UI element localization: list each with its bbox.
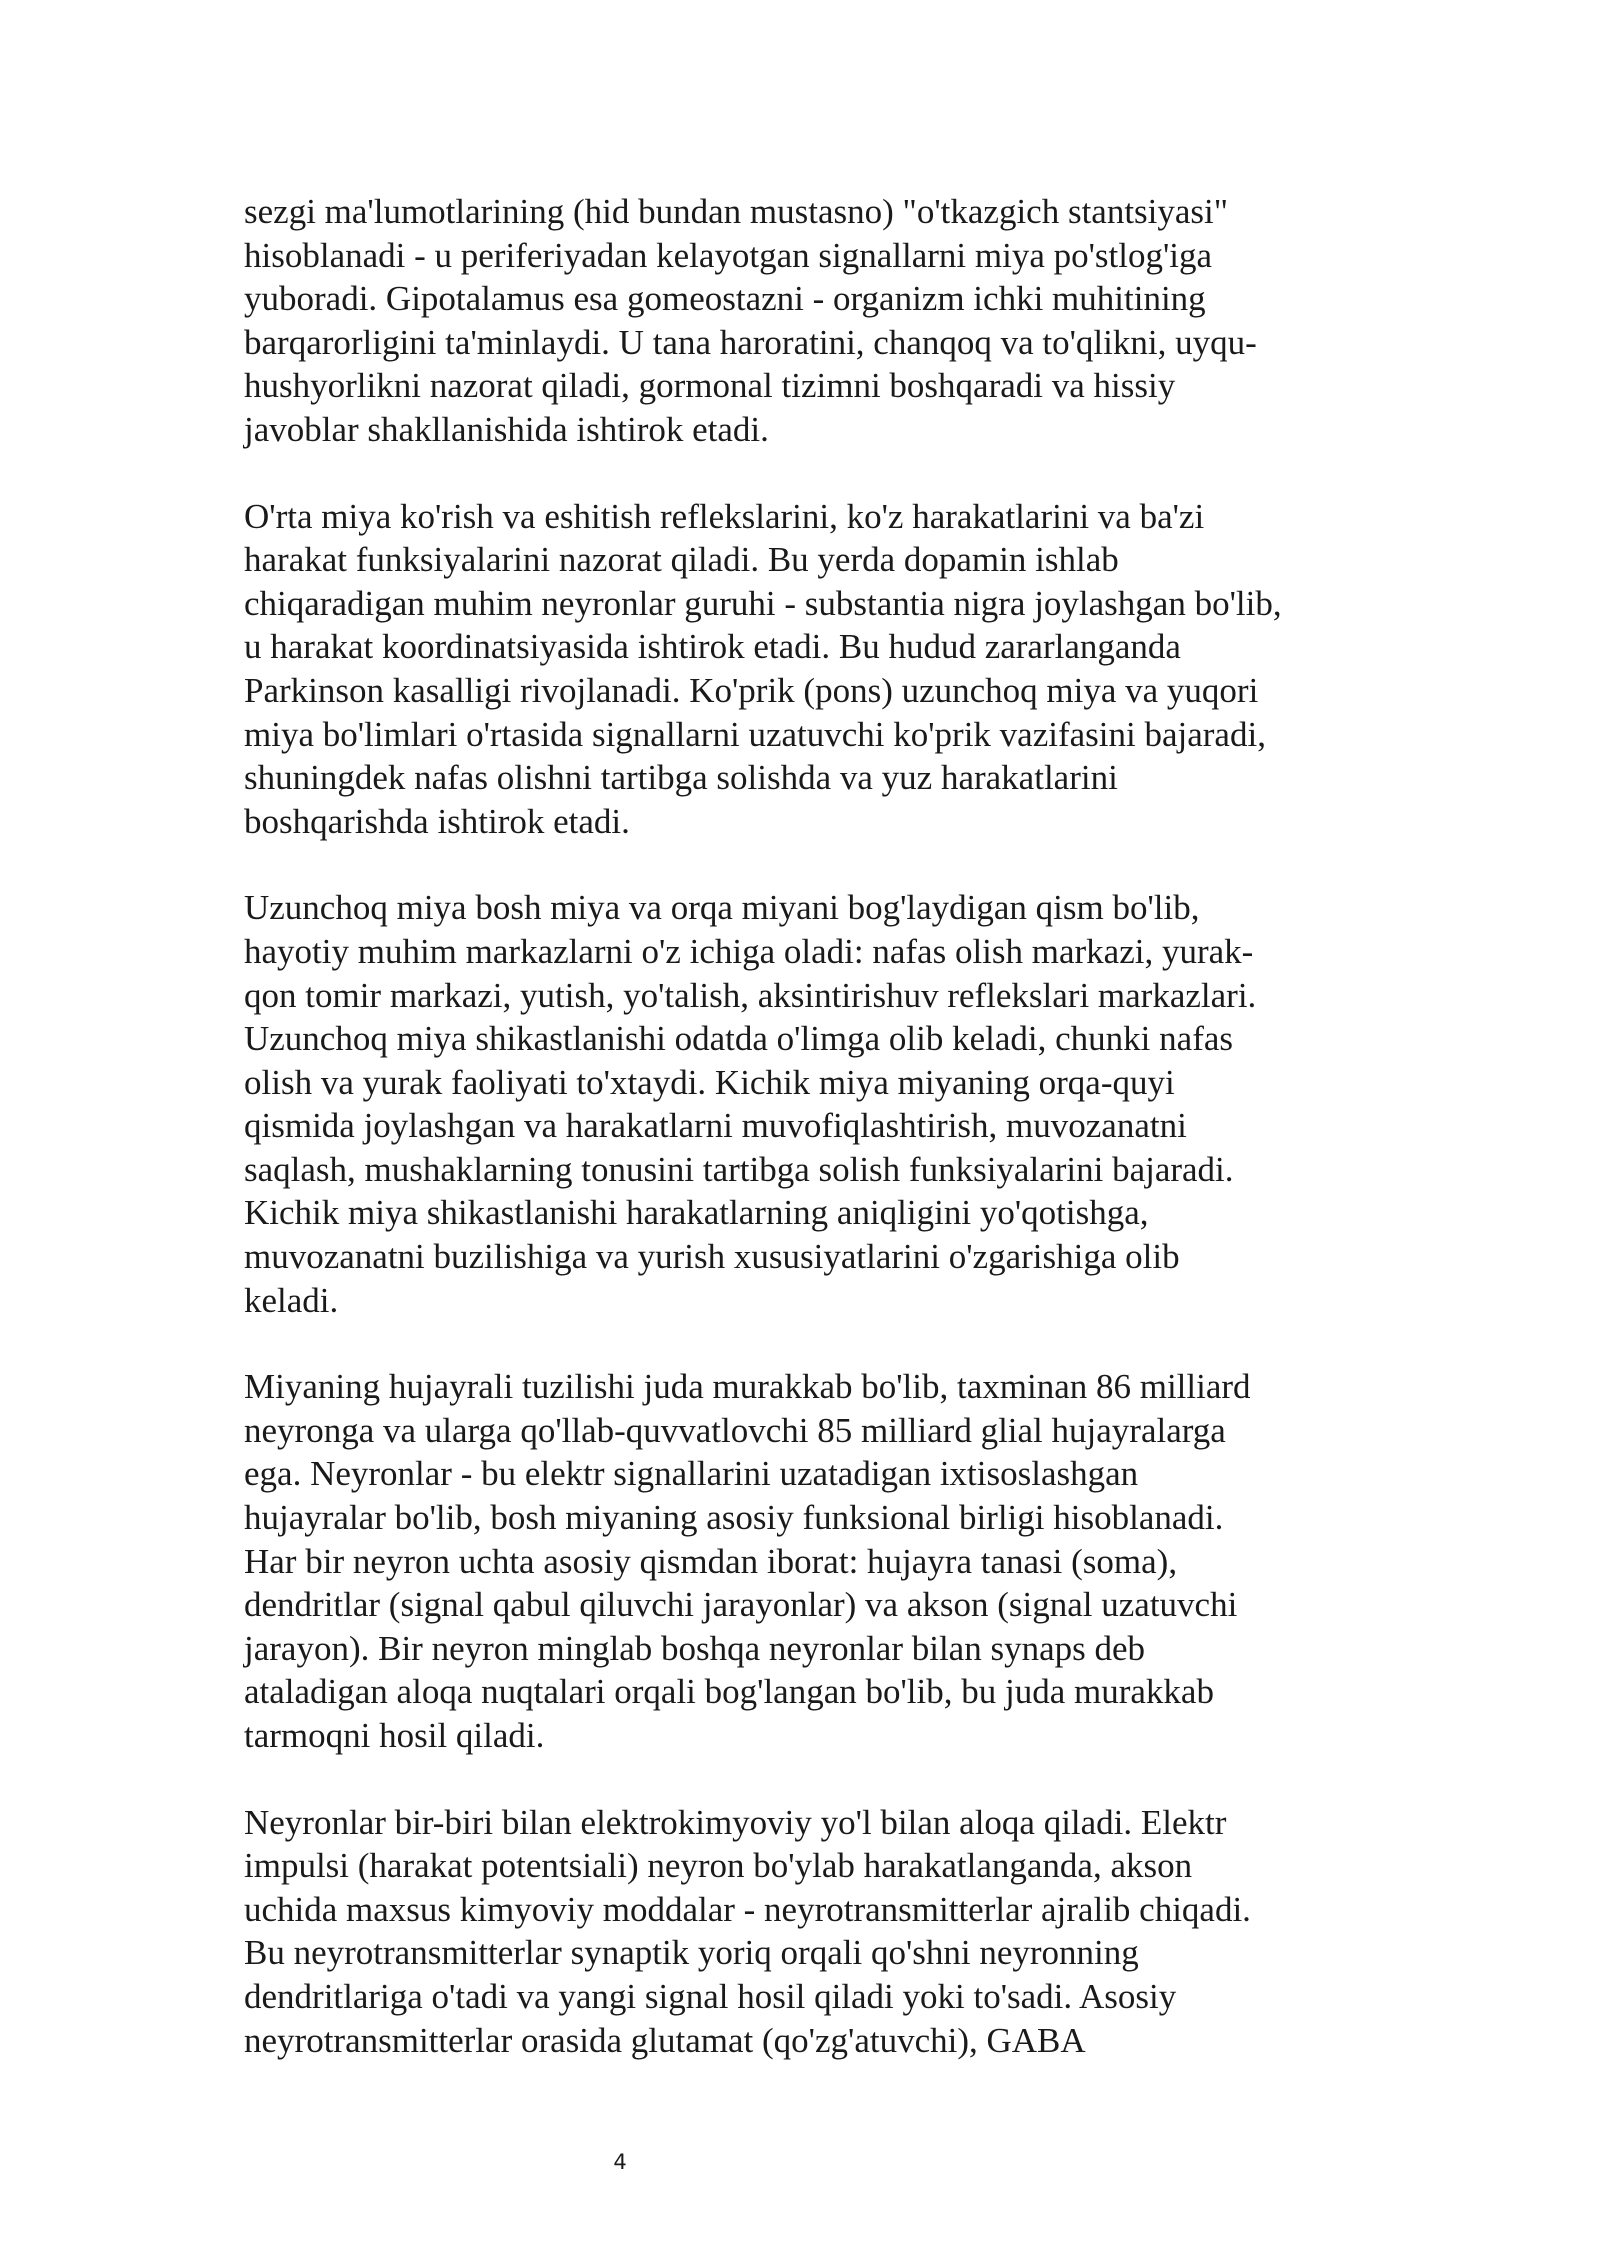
- text-line: tarmoqni hosil qiladi.: [244, 1716, 545, 1755]
- text-line: sezgi ma'lumotlarining (hid bundan mustasno) "o'tkazgich stantsiyasi": [244, 192, 1229, 231]
- text-line: Kichik miya shikastlanishi harakatlarning aniqligini yo'qotishga,: [244, 1193, 1149, 1233]
- text-line: ega. Neyronlar - bu elektr signallarini uzatadigan ixtisoslashgan: [244, 1454, 1139, 1494]
- text-line: hujayralar bo'lib, bosh miyaning asosiy funksional birligi hisoblanadi.: [244, 1498, 1224, 1538]
- text-line: yuboradi. Gipotalamus esa gomeostazni - organizm ichki muhitining: [244, 279, 1206, 319]
- text-line: Bu neyrotransmitterlar synaptik yoriq orqali qo'shni neyronning: [244, 1933, 1139, 1973]
- text-line: miya bo'limlari o'rtasida signallarni uzatuvchi ko'prik vazifasini bajaradi,: [244, 714, 1266, 754]
- text-line: muvozanatni buzilishiga va yurish xususiyatlarini o'zgarishiga olib: [244, 1237, 1180, 1277]
- page-number: 4: [613, 2150, 627, 2174]
- text-line: keladi.: [244, 1280, 339, 1320]
- text-line: hushyorlikni nazorat qiladi, gormonal tizimni boshqaradi va hissiy: [244, 366, 1176, 406]
- text-line: harakat funksiyalarini nazorat qiladi. Bu yerda dopamin ishlab: [244, 540, 1119, 580]
- text-line: neyrotransmitterlar orasida glutamat (qo'zg'atuvchi), GABA: [244, 2020, 1086, 2060]
- text-line: Uzunchoq miya shikastlanishi odatda o'limga olib keladi, chunki nafas: [244, 1019, 1234, 1059]
- paragraph-neurotransmission: [244, 1801, 1374, 2063]
- text-line: qismida joylashgan va harakatlarni muvofiqlashtirish, muvozanatni: [244, 1106, 1187, 1146]
- text-line: qon tomir markazi, yutish, yo'talish, aksintirishuv reflekslari markazlari.: [244, 975, 1257, 1015]
- text-line: Har bir neyron uchta asosiy qismdan iborat: hujayra tanasi (soma),: [244, 1541, 1178, 1581]
- text-line: neyronga va ularga qo'llab-quvvatlovchi 85 milliard glial hujayralarga: [244, 1410, 1226, 1450]
- text-line: O'rta miya ko'rish va eshitish reflekslarini, ko'z harakatlarini va ba'zi: [244, 496, 1205, 536]
- paragraph-medulla-cerebellum: [244, 886, 1374, 1322]
- text-line: Parkinson kasalligi rivojlanadi. Ko'prik (pons) uzunchoq miya va yuqori: [244, 670, 1259, 710]
- text-line: javoblar shakllanishida ishtirok etadi.: [244, 409, 769, 449]
- text-line: hayotiy muhim markazlarni o'z ichiga oladi: nafas olish markazi, yurak-: [244, 931, 1254, 971]
- text-line: ataladigan aloqa nuqtalari orqali bog'langan bo'lib, bu juda murakkab: [244, 1672, 1214, 1712]
- text-line: impulsi (harakat potentsiali) neyron bo'ylab harakatlanganda, akson: [244, 1846, 1193, 1886]
- text-line: saqlash, mushaklarning tonusini tartibga solish funksiyalarini bajaradi.: [244, 1149, 1234, 1189]
- text-line: shuningdek nafas olishni tartibga solishda va yuz harakatlarini: [244, 758, 1118, 798]
- text-line: olish va yurak faoliyati to'xtaydi. Kichik miya miyaning orqa-quyi: [244, 1062, 1175, 1102]
- text-line: Miyaning hujayrali tuzilishi juda murakkab bo'lib, taxminan 86 milliard: [244, 1367, 1251, 1407]
- text-line: uchida maxsus kimyoviy moddalar - neyrotransmitterlar ajralib chiqadi.: [244, 1889, 1251, 1929]
- text-line: jarayon). Bir neyron minglab boshqa neyronlar bilan synaps deb: [244, 1628, 1146, 1668]
- document-body: [244, 190, 1374, 2105]
- text-line: u harakat koordinatsiyasida ishtirok etadi. Bu hudud zararlanganda: [244, 627, 1181, 667]
- text-line: Neyronlar bir-biri bilan elektrokimyoviy yo'l bilan aloqa qiladi. Elektr: [244, 1802, 1227, 1842]
- text-line: chiqaradigan muhim neyronlar guruhi - substantia nigra joylashgan bo'lib,: [244, 583, 1282, 623]
- text-line: hisoblanadi - u periferiyadan kelayotgan signallarni miya po'stlog'iga: [244, 235, 1213, 275]
- text-line: dendritlariga o'tadi va yangi signal hosil qiladi yoki to'sadi. Asosiy: [244, 1976, 1177, 2016]
- text-line: boshqarishda ishtirok etadi.: [244, 801, 630, 841]
- text-line: Uzunchoq miya bosh miya va orqa miyani bog'laydigan qism bo'lib,: [244, 888, 1200, 928]
- paragraph-cellular-structure: [244, 1365, 1374, 1757]
- paragraph-thalamus-hypothalamus: [244, 190, 1374, 452]
- text-line: dendritlar (signal qabul qiluvchi jarayonlar) va akson (signal uzatuvchi: [244, 1585, 1238, 1625]
- paragraph-midbrain-pons: [244, 495, 1374, 844]
- text-line: barqarorligini ta'minlaydi. U tana haroratini, chanqoq va to'qlikni, uyqu-: [244, 322, 1257, 362]
